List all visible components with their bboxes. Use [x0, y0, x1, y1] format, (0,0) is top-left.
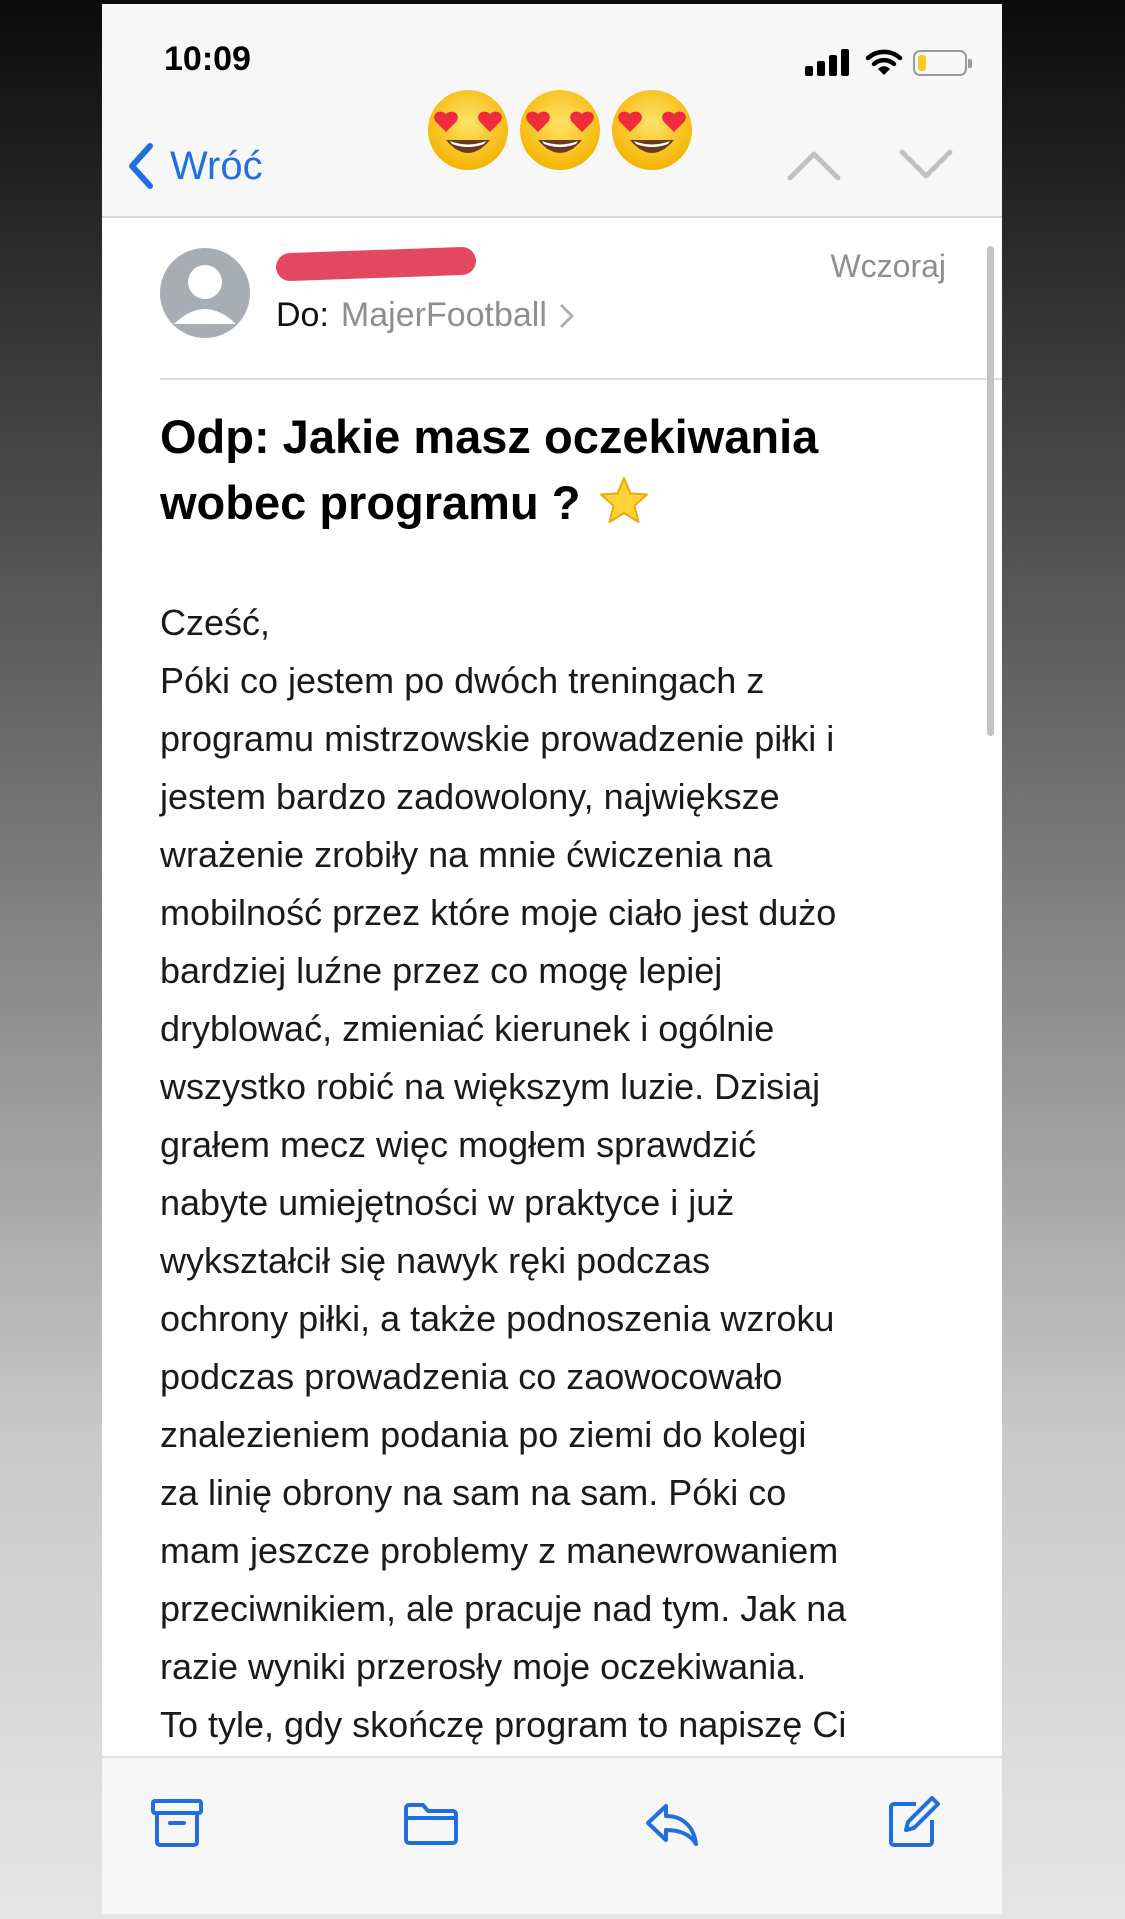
heart-eyes-emoji-icon [610, 88, 694, 172]
mail-screen [102, 4, 1002, 1914]
body-line: znalezieniem podania po ziemi do kolegi [160, 1414, 807, 1455]
body-line: wykształcił się nawyk ręki podczas [160, 1240, 711, 1281]
back-label: Wróć [170, 143, 263, 188]
body-line: podczas prowadzenia co zaowocowało [160, 1356, 783, 1397]
body-line: wszystko robić na większym luzie. Dzisiaj [160, 1066, 821, 1107]
body-line: ochrony piłki, a także podnoszenia wzroku [160, 1298, 835, 1339]
status-time: 10:09 [164, 40, 251, 78]
back-button[interactable] [122, 136, 263, 196]
wifi-icon [865, 48, 903, 76]
recipient-line[interactable] [276, 296, 577, 335]
to-label: Do: [276, 296, 329, 334]
heart-eyes-emoji-icon [518, 88, 602, 172]
star-emoji-icon [598, 475, 650, 527]
body-line: Póki co jestem po dwóch treningach z [160, 660, 765, 701]
email-subject [160, 404, 950, 536]
body-line: mobilność przez które moje ciało jest dużo [160, 892, 837, 933]
body-line: dryblować, zmieniać kierunek i ogólnie [160, 1008, 775, 1049]
email-header [160, 240, 1002, 380]
chevron-left-icon [122, 141, 162, 191]
body-line: programu mistrzowskie prowadzenie piłki i [160, 718, 835, 759]
chevron-right-icon [557, 301, 577, 331]
subject-text: Odp: Jakie masz oczekiwania wobec programu ? [160, 410, 819, 529]
body-line: grałem mecz więc mogłem sprawdzić [160, 1124, 757, 1165]
body-line: mam jeszcze problemy z manewrowaniem [160, 1530, 839, 1571]
chevron-up-icon[interactable] [784, 144, 844, 184]
body-line: przeciwnikiem, ale pracuje nad tym. Jak na [160, 1588, 847, 1629]
battery-icon [913, 50, 967, 76]
battery-level [918, 55, 926, 71]
folder-icon[interactable] [402, 1796, 460, 1850]
body-line: bardziej luźne przez co mogę lepiej [160, 950, 723, 991]
email-body [160, 594, 960, 1754]
avatar[interactable] [160, 248, 250, 338]
body-line: jestem bardzo zadowolony, największe [160, 776, 780, 817]
top-bar [102, 4, 1002, 218]
recipient-name: MajerFootball [340, 296, 547, 334]
bottom-toolbar [102, 1756, 1002, 1914]
body-line: Cześć, [160, 602, 271, 643]
body-line: To tyle, gdy skończę program to napiszę Ci [160, 1704, 847, 1745]
body-line: za linię obrony na sam na sam. Póki co [160, 1472, 787, 1513]
reply-icon[interactable] [642, 1796, 700, 1850]
archive-icon[interactable] [148, 1796, 206, 1850]
body-line: razie wyniki przerosły moje oczekiwania. [160, 1646, 807, 1687]
scrollbar[interactable] [987, 246, 994, 736]
sender-name-redacted [276, 247, 477, 282]
email-date: Wczoraj [830, 248, 946, 284]
chevron-down-icon[interactable] [896, 144, 956, 184]
compose-icon[interactable] [886, 1796, 944, 1850]
status-icons [805, 46, 970, 76]
body-line: wrażenie zrobiły na mnie ćwiczenia na [160, 834, 773, 875]
body-line: nabyte umiejętności w praktyce i już [160, 1182, 735, 1223]
title-emojis [426, 88, 694, 172]
heart-eyes-emoji-icon [426, 88, 510, 172]
person-icon [160, 248, 250, 338]
